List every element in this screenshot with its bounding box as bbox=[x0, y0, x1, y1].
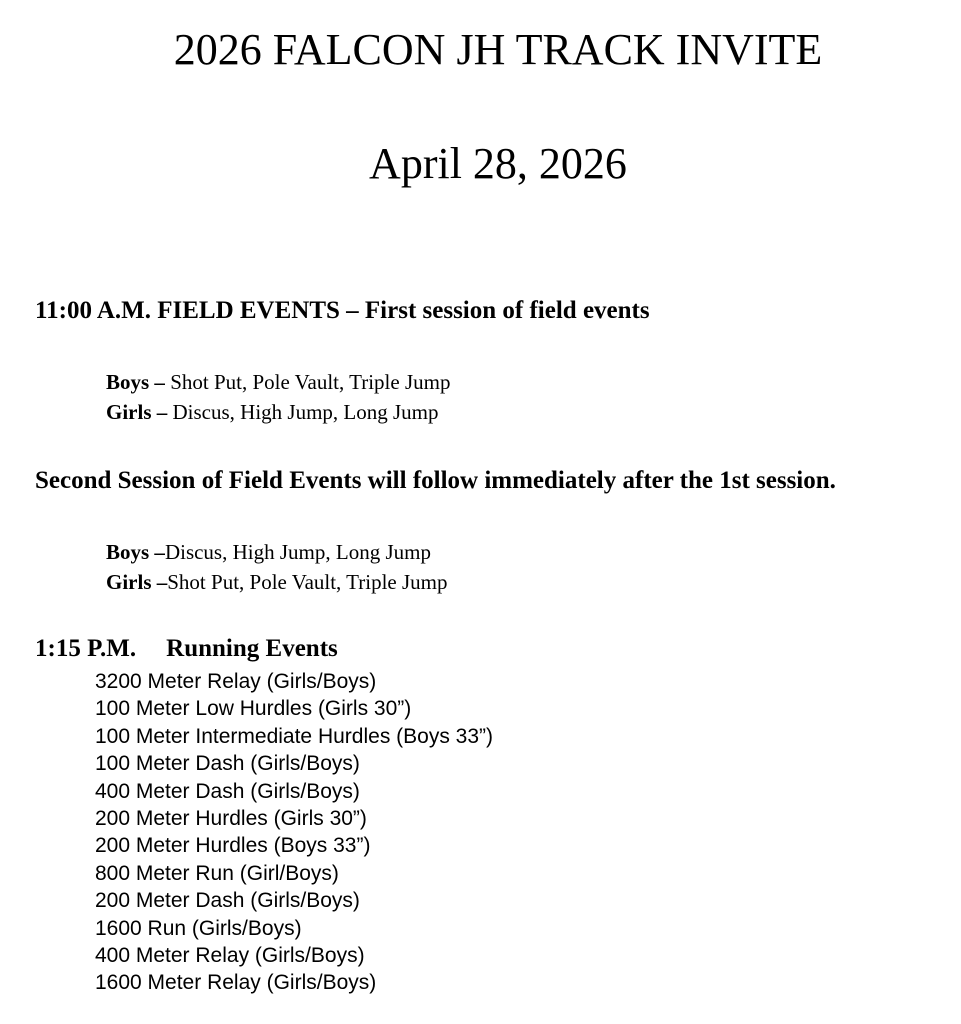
second-session-heading: Second Session of Field Events will follow immediately after the 1st session. bbox=[35, 467, 836, 494]
running-event-item: 400 Meter Relay (Girls/Boys) bbox=[95, 944, 365, 968]
running-events-list bbox=[95, 668, 493, 997]
first-session-girls bbox=[106, 397, 450, 427]
running-event-item: 1600 Meter Relay (Girls/Boys) bbox=[95, 971, 377, 995]
boys-events: Shot Put, Pole Vault, Triple Jump bbox=[164, 370, 451, 394]
running-event-item: 200 Meter Dash (Girls/Boys) bbox=[95, 889, 360, 913]
first-session-boys bbox=[106, 367, 450, 397]
running-label: Running Events bbox=[166, 635, 338, 662]
boys-label: Boys – bbox=[106, 370, 165, 394]
running-event-item: 100 Meter Intermediate Hurdles (Boys 33”) bbox=[95, 724, 494, 748]
running-event-item: 200 Meter Hurdles (Boys 33”) bbox=[95, 834, 371, 858]
running-event-item: 1600 Run (Girls/Boys) bbox=[95, 916, 302, 940]
event-date: April 28, 2026 bbox=[369, 139, 627, 188]
running-event-item: 800 Meter Run (Girl/Boys) bbox=[95, 861, 339, 885]
second-session-list bbox=[106, 537, 448, 597]
running-event-item: 100 Meter Dash (Girls/Boys) bbox=[95, 752, 360, 776]
boys-events: Discus, High Jump, Long Jump bbox=[164, 540, 431, 564]
girls-label: Girls – bbox=[106, 570, 168, 594]
boys-label: Boys – bbox=[106, 540, 165, 564]
second-session-girls bbox=[106, 567, 448, 597]
page-title: 2026 FALCON JH TRACK INVITE bbox=[173, 25, 823, 74]
second-session-boys bbox=[106, 537, 448, 567]
girls-events: Shot Put, Pole Vault, Triple Jump bbox=[167, 570, 448, 594]
running-event-item: 400 Meter Dash (Girls/Boys) bbox=[95, 779, 360, 803]
running-events-heading bbox=[35, 634, 338, 664]
first-session-list bbox=[106, 367, 450, 427]
girls-events: Discus, High Jump, Long Jump bbox=[167, 400, 439, 424]
running-time: 1:15 P.M. bbox=[35, 635, 137, 662]
first-session-heading: 11:00 A.M. FIELD EVENTS – First session of field events bbox=[35, 297, 650, 324]
running-event-item: 3200 Meter Relay (Girls/Boys) bbox=[95, 670, 377, 693]
running-event-item: 100 Meter Low Hurdles (Girls 30”) bbox=[95, 697, 412, 721]
girls-label: Girls – bbox=[106, 400, 168, 424]
running-event-item: 200 Meter Hurdles (Girls 30”) bbox=[95, 807, 367, 831]
